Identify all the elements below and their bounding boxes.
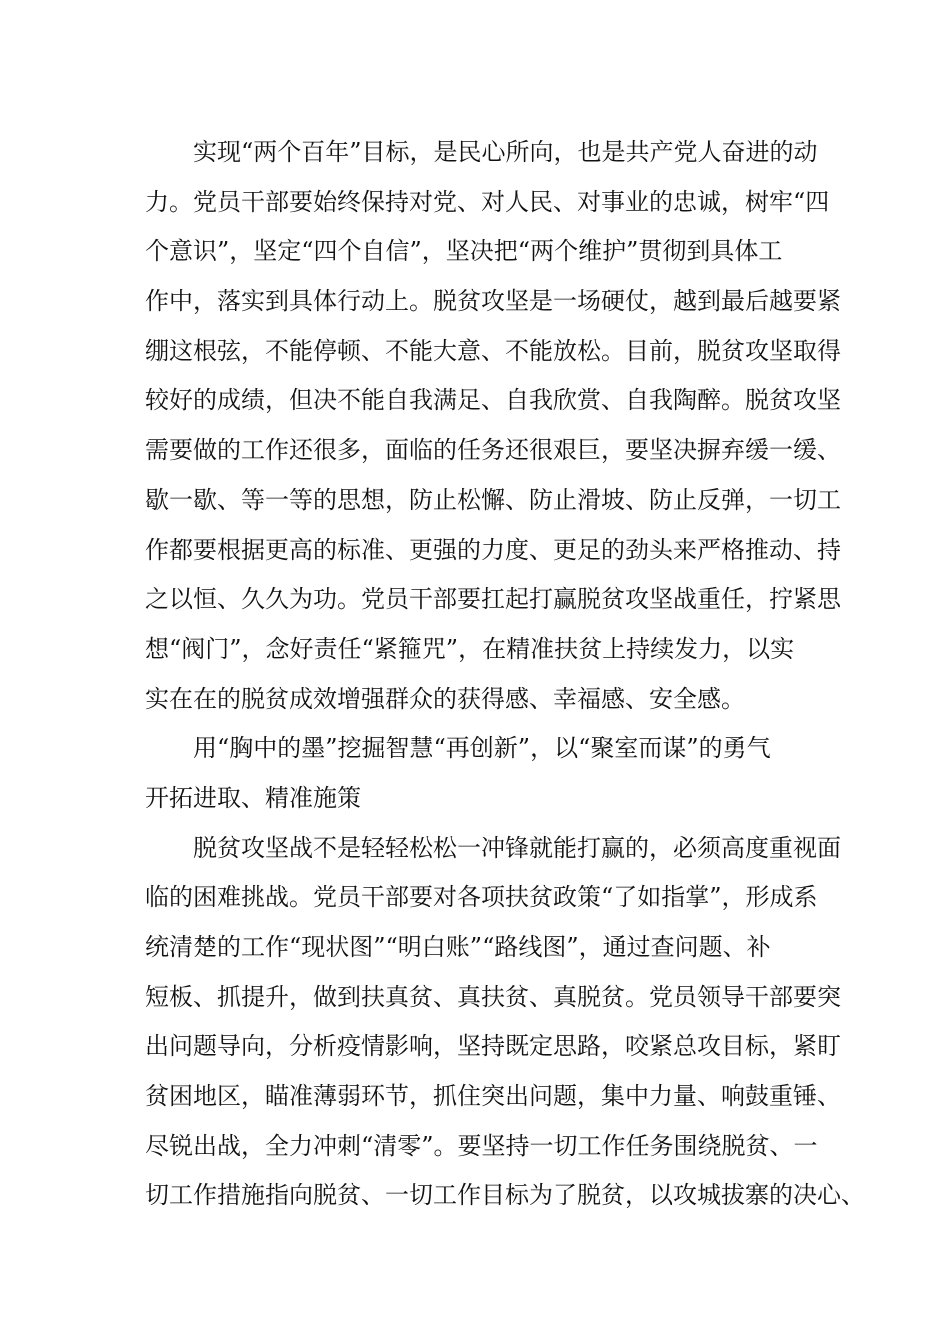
text-line: 尽锐出战，全力冲刺“清零”。要坚持一切工作任务围绕脱贫、一: [145, 1131, 818, 1160]
text-line: 切工作措施指向脱贫、一切工作目标为了脱贫，以攻城拔寨的决心、: [145, 1181, 865, 1210]
paragraph-2: [145, 724, 825, 823]
text-line: 开拓进取、精准施策: [145, 783, 361, 812]
text-line: 个意识”，坚定“四个自信”，坚决把“两个维护”贯彻到具体工: [145, 237, 783, 266]
text-line: 统清楚的工作“现状图”“明白账”“路线图”，通过查问题、补: [145, 933, 771, 961]
document-body: [145, 128, 865, 1221]
text-line: 脱贫攻坚战不是轻轻松松一冲锋就能打赢的，必须高度重视面: [193, 833, 841, 862]
text-line: 出问题导向，分析疫情影响，坚持既定思路，咬紧总攻目标，紧盯: [145, 1032, 841, 1061]
text-line: 贫困地区，瞄准薄弱环节，抓住突出问题，集中力量、响鼓重锤、: [145, 1082, 841, 1111]
text-line: 实现“两个百年”目标，是民心所向，也是共产党人奋进的动: [193, 138, 818, 166]
text-line: 短板、抓提升，做到扶真贫、真扶贫、真脱贫。党员领导干部要突: [145, 982, 841, 1011]
text-line: 需要做的工作还很多，面临的任务还很艰巨，要坚决摒弃缓一缓、: [145, 436, 841, 465]
text-line: 之以恒、久久为功。党员干部要扛起打赢脱贫攻坚战重任，拧紧思: [145, 585, 841, 614]
text-line: 想“阀门”，念好责任“紧箍咒”，在精准扶贫上持续发力，以实: [145, 634, 795, 663]
text-line: 歇一歇、等一等的思想，防止松懈、防止滑坡、防止反弹，一切工: [145, 485, 841, 514]
text-line: 较好的成绩，但决不能自我满足、自我欣赏、自我陶醉。脱贫攻坚: [145, 386, 841, 415]
paragraph-1: [145, 128, 841, 724]
paragraph-3: [145, 824, 865, 1222]
text-line: 用“胸中的墨”挖掘智慧“再创新”，以“聚室而谋”的勇气: [193, 734, 771, 763]
text-line: 临的困难挑战。党员干部要对各项扶贫政策“了如指掌”，形成系: [145, 883, 818, 912]
text-line: 力。党员干部要始终保持对党、对人民、对事业的忠诚，树牢“四: [145, 187, 830, 216]
text-line: 作中，落实到具体行动上。脱贫攻坚是一场硬仗，越到最后越要紧: [145, 287, 841, 316]
text-line: 作都要根据更高的标准、更强的力度、更足的劲头来严格推动、持: [145, 535, 841, 564]
text-line: 实在在的脱贫成效增强群众的获得感、幸福感、安全感。: [145, 684, 745, 713]
text-line: 绷这根弦，不能停顿、不能大意、不能放松。目前，脱贫攻坚取得: [145, 336, 841, 365]
